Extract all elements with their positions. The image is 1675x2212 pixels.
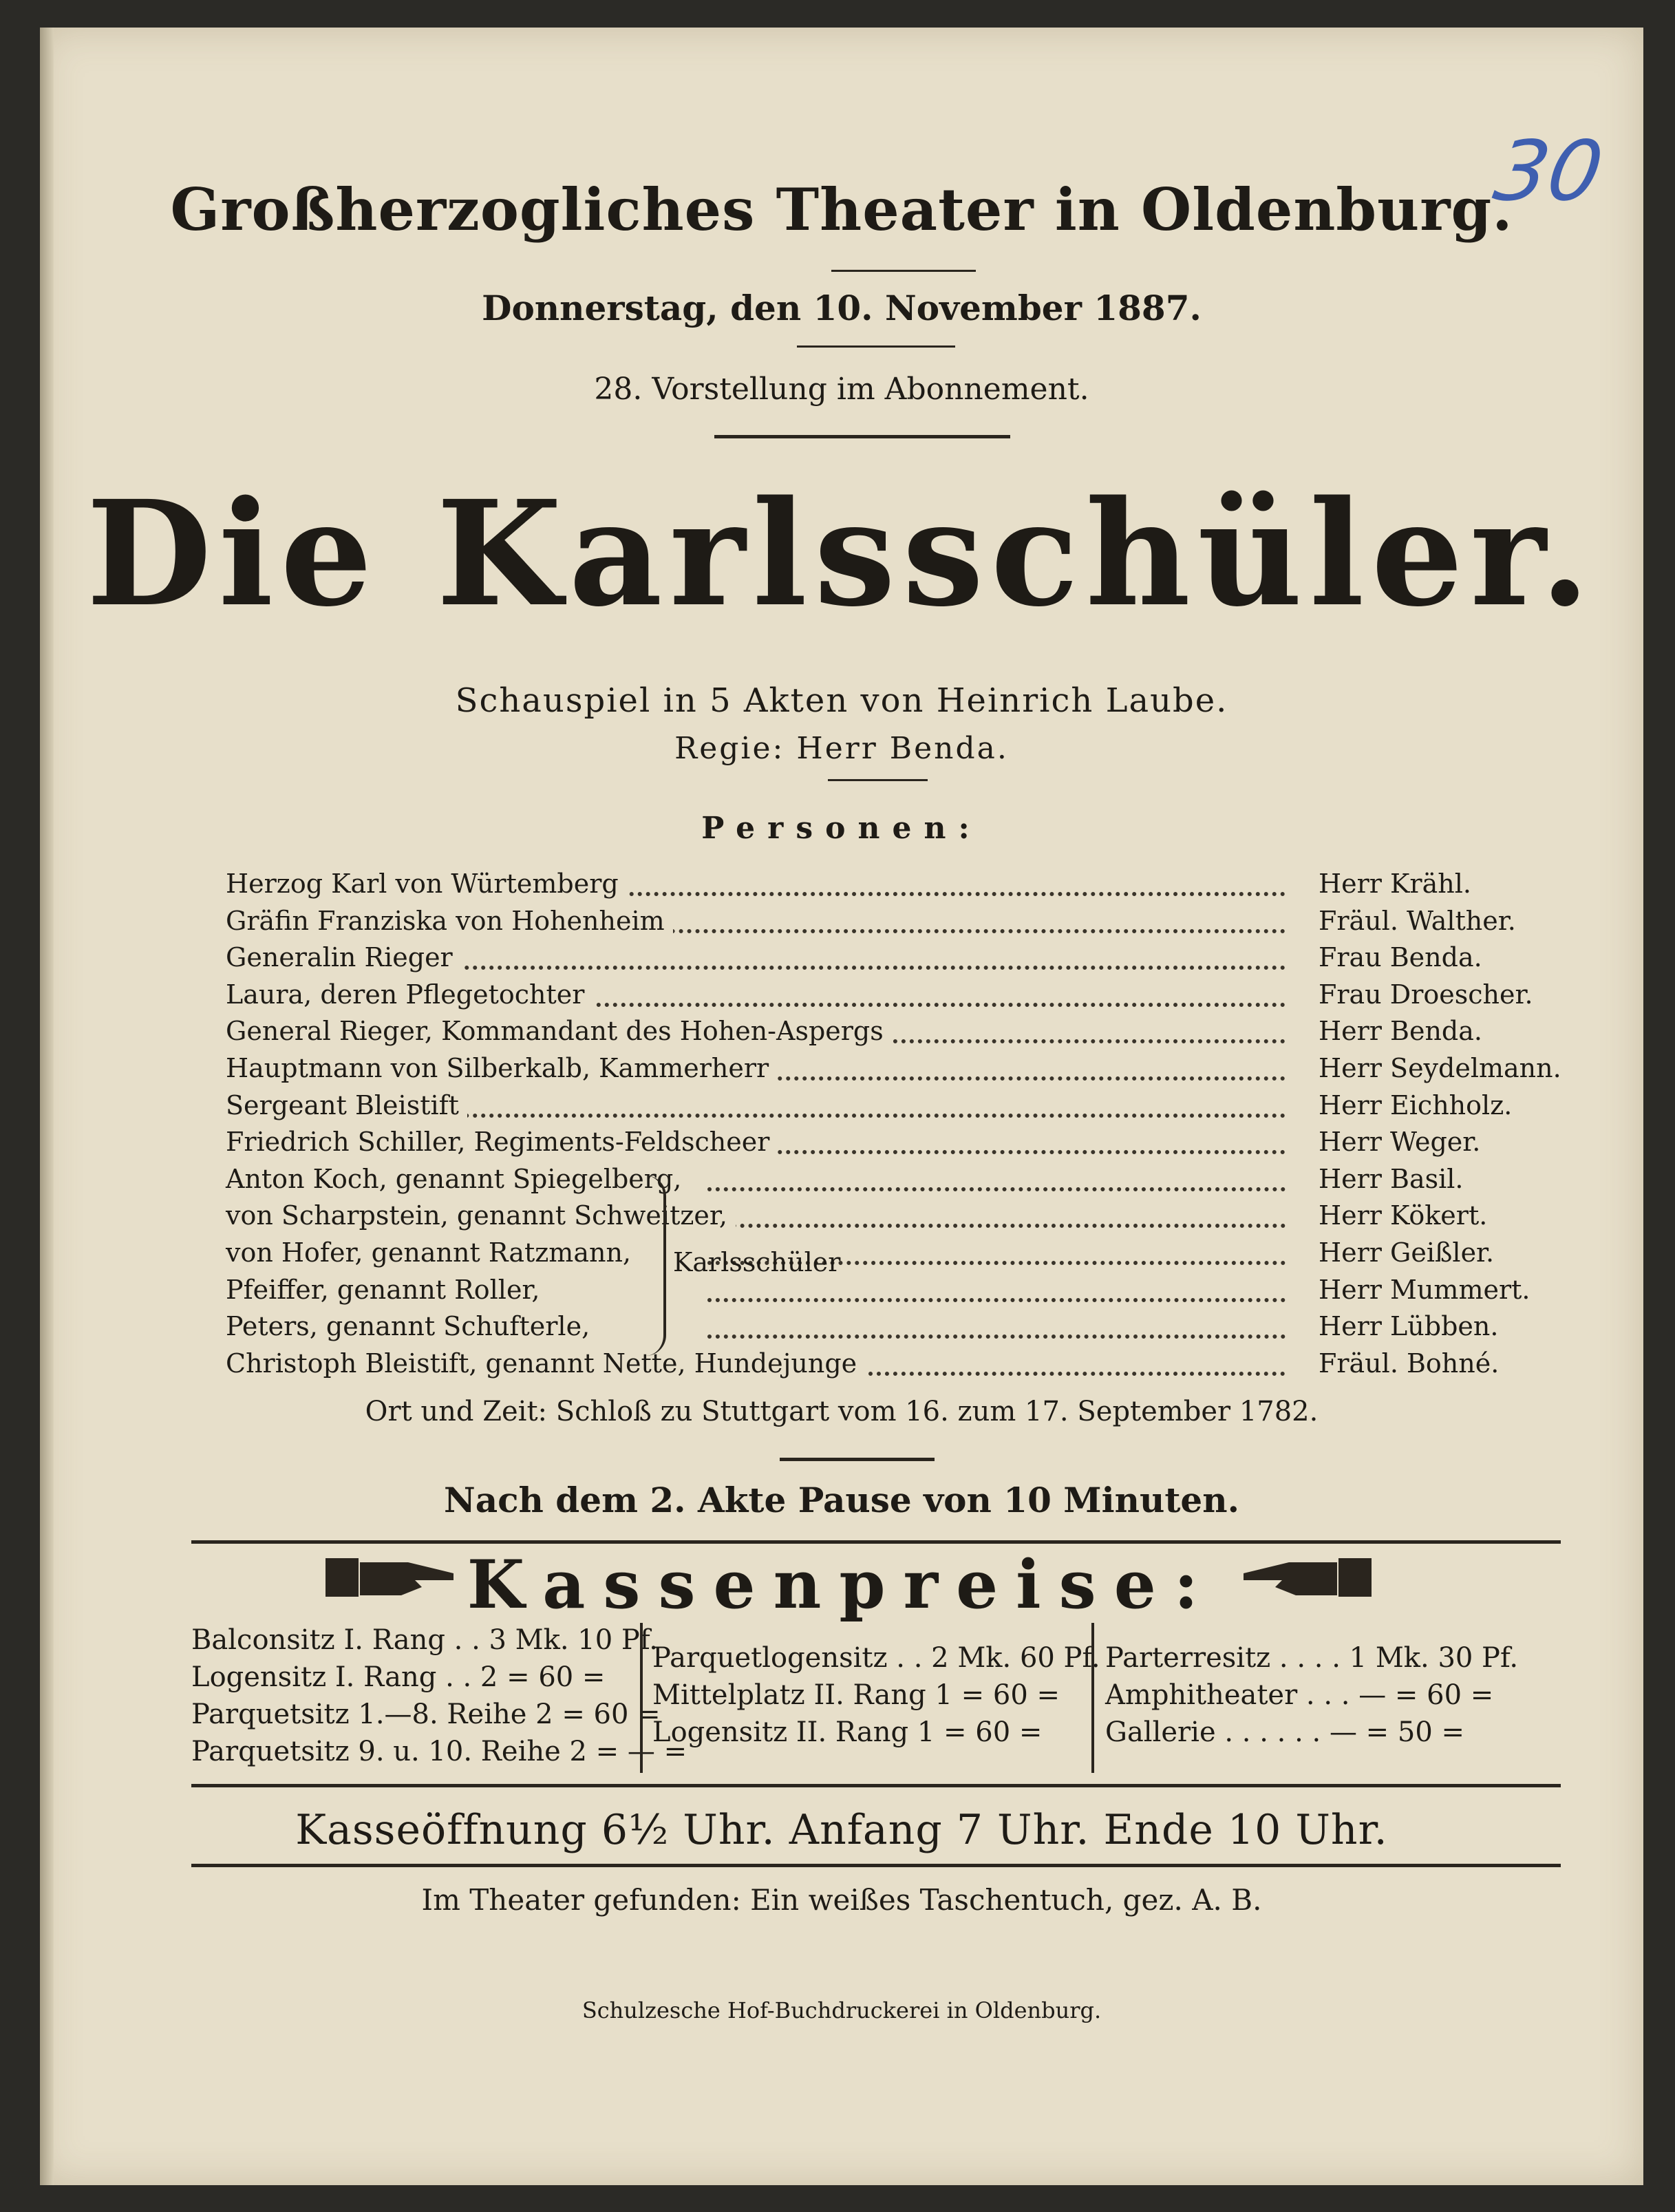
times-line: Kasseöffnung 6½ Uhr. Anfang 7 Uhr. Ende 10 Uhr. [295,1806,1388,1854]
leader-dots [707,1187,1285,1191]
cast-row [226,869,1533,904]
role-name: Pfeiffer, genannt Roller, [226,1275,548,1305]
role-name: Generalin Rieger [226,942,461,972]
cast-row [226,1348,1533,1384]
price-row: Gallerie . . . . . . — = 50 = [1105,1716,1465,1748]
actor-name: Herr Lübben. [1313,1311,1498,1341]
actor-name: Fräul. Walther. [1313,906,1516,936]
cast-row [226,942,1533,978]
price-row: Balconsitz I. Rang . . 3 Mk. 10 Pf. [191,1624,658,1656]
actor-name: Herr Eichholz. [1313,1090,1512,1120]
actor-name: Herr Geißler. [1313,1237,1494,1268]
actor-name: Herr Kökert. [1313,1200,1487,1231]
actor-name: Herr Benda. [1313,1016,1482,1046]
divider [191,1540,1561,1544]
leader-dots [707,1298,1285,1302]
leader-dots [707,1334,1285,1339]
actor-name: Herr Weger. [1313,1127,1480,1157]
divider [797,345,955,348]
price-row: Amphitheater . . . — = 60 = [1105,1679,1494,1711]
cast-row [226,1275,1533,1310]
divider [714,435,1010,438]
price-row: Logensitz I. Rang . . 2 = 60 = [191,1661,606,1693]
role-name: Hauptmann von Silberkalb, Kammerherr [226,1053,777,1083]
actor-name: Frau Benda. [1313,942,1482,972]
role-name: General Rieger, Kommandant des Hohen-Aspergs [226,1016,892,1046]
role-name: von Scharpstein, genannt Schweitzer, [226,1200,736,1231]
book-spine-shadow [40,28,54,2185]
pointing-hand-left-icon [1241,1553,1372,1602]
subscription-note: 28. Vorstellung im Abonnement. [594,372,1089,407]
cast-row [226,1016,1533,1052]
role-name: Peters, genannt Schufterle, [226,1311,598,1341]
role-name: von Hofer, genannt Ratzmann, [226,1237,639,1268]
cast-group-brace [643,1176,666,1356]
role-name: Friedrich Schiller, Regiments-Feldscheer [226,1127,778,1157]
cast-row [226,1237,1533,1273]
actor-name: Herr Basil. [1313,1164,1464,1194]
cast-row [226,1164,1533,1200]
theatre-name: Großherzogliches Theater in Oldenburg. [170,176,1513,244]
printer-imprint: Schulzesche Hof-Buchdruckerei in Oldenburg. [582,1997,1102,2023]
role-name: Sergeant Bleistift [226,1090,467,1120]
column-divider [640,1623,643,1773]
cast-row [226,1053,1561,1089]
play-subtitle: Schauspiel in 5 Akten von Heinrich Laube. [455,681,1228,720]
role-name: Laura, deren Pflegetochter [226,979,593,1010]
actor-name: Herr Krähl. [1313,869,1471,899]
setting-line: Ort und Zeit: Schloß zu Stuttgart vom 16. zum 17. September 1782. [365,1396,1319,1427]
actor-name: Fräul. Bohné. [1313,1348,1499,1379]
role-name: Anton Koch, genannt Spiegelberg, [226,1164,690,1194]
actor-name: Herr Seydelmann. [1313,1053,1561,1083]
divider [191,1864,1561,1867]
cast-heading: Personen: [701,811,982,846]
price-row: Parquetlogensitz . . 2 Mk. 60 Pf. [652,1642,1100,1674]
cast-row [226,1311,1533,1347]
role-name: Herzog Karl von Würtemberg [226,869,627,899]
cast-row [226,1127,1533,1162]
price-row: Parterresitz . . . . 1 Mk. 30 Pf. [1105,1642,1519,1674]
cast-row [226,1090,1533,1126]
cast-row [226,906,1533,942]
performance-date: Donnerstag, den 10. November 1887. [482,288,1202,328]
divider [828,779,928,781]
intermission-note: Nach dem 2. Akte Pause von 10 Minuten. [444,1480,1239,1520]
divider [831,270,976,272]
cast-row [226,1200,1533,1236]
divider [191,1784,1561,1787]
prices-heading: Kassenpreise: [467,1546,1217,1624]
handwritten-page-number: 30 [1487,124,1610,220]
cast-group-label: Karlsschüler [673,1247,841,1277]
leader-dots [707,1224,1285,1228]
column-divider [1091,1623,1094,1773]
lost-and-found: Im Theater gefunden: Ein weißes Taschentuch, gez. A. B. [421,1883,1262,1917]
price-row: Mittelplatz II. Rang 1 = 60 = [652,1679,1060,1711]
price-row: Logensitz II. Rang 1 = 60 = [652,1716,1043,1748]
role-name: Christoph Bleistift, genannt Nette, Hundejunge [226,1348,865,1379]
price-row: Parquetsitz 9. u. 10. Reihe 2 = — = [191,1736,687,1767]
cast-row [226,979,1533,1015]
role-name: Gräfin Franziska von Hohenheim [226,906,673,936]
play-title: Die Karlsschüler. [86,469,1597,639]
actor-name: Herr Mummert. [1313,1275,1530,1305]
divider [780,1458,935,1461]
stage-direction: Regie: Herr Benda. [674,731,1009,766]
playbill-page [40,28,1643,2185]
price-row: Parquetsitz 1.—8. Reihe 2 = 60 = [191,1699,661,1730]
actor-name: Frau Droescher. [1313,979,1533,1010]
